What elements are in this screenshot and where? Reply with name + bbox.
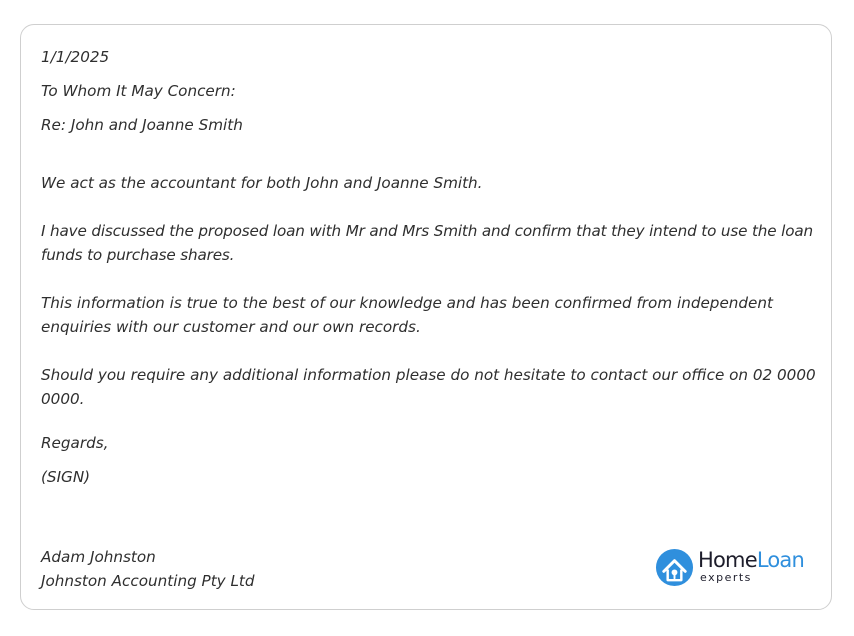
letter-date: 1/1/2025 <box>41 48 110 66</box>
logo-loan-text: Loan <box>756 548 804 572</box>
letter-closing: Regards, <box>41 434 109 452</box>
letter-salutation: To Whom It May Concern: <box>41 82 236 100</box>
letter-paragraph-3: This information is true to the best of our knowledge and has been confirmed from independent enquiries with our customer and our own records. <box>41 294 773 336</box>
signer-name: Adam Johnston <box>41 548 156 566</box>
logo-experts-text: experts <box>700 571 752 584</box>
signer-company: Johnston Accounting Pty Ltd <box>41 572 255 590</box>
signature-placeholder: (SIGN) <box>41 468 91 486</box>
logo-home-text: Home <box>698 548 757 572</box>
letter-paragraph-2: I have discussed the proposed loan with Mr and Mrs Smith and confirm that they intend to use the loan funds to purchase shares. <box>41 222 813 264</box>
letter-card <box>20 24 832 610</box>
letter-paragraph-1: We act as the accountant for both John and Joanne Smith. <box>41 174 483 192</box>
house-pin-icon <box>655 548 694 587</box>
letter-reference: Re: John and Joanne Smith <box>41 116 243 134</box>
letter-paragraph-4: Should you require any additional information please do not hesitate to contact our office on 02 0000 0000. <box>41 366 816 408</box>
homeloan-experts-logo <box>655 547 813 587</box>
